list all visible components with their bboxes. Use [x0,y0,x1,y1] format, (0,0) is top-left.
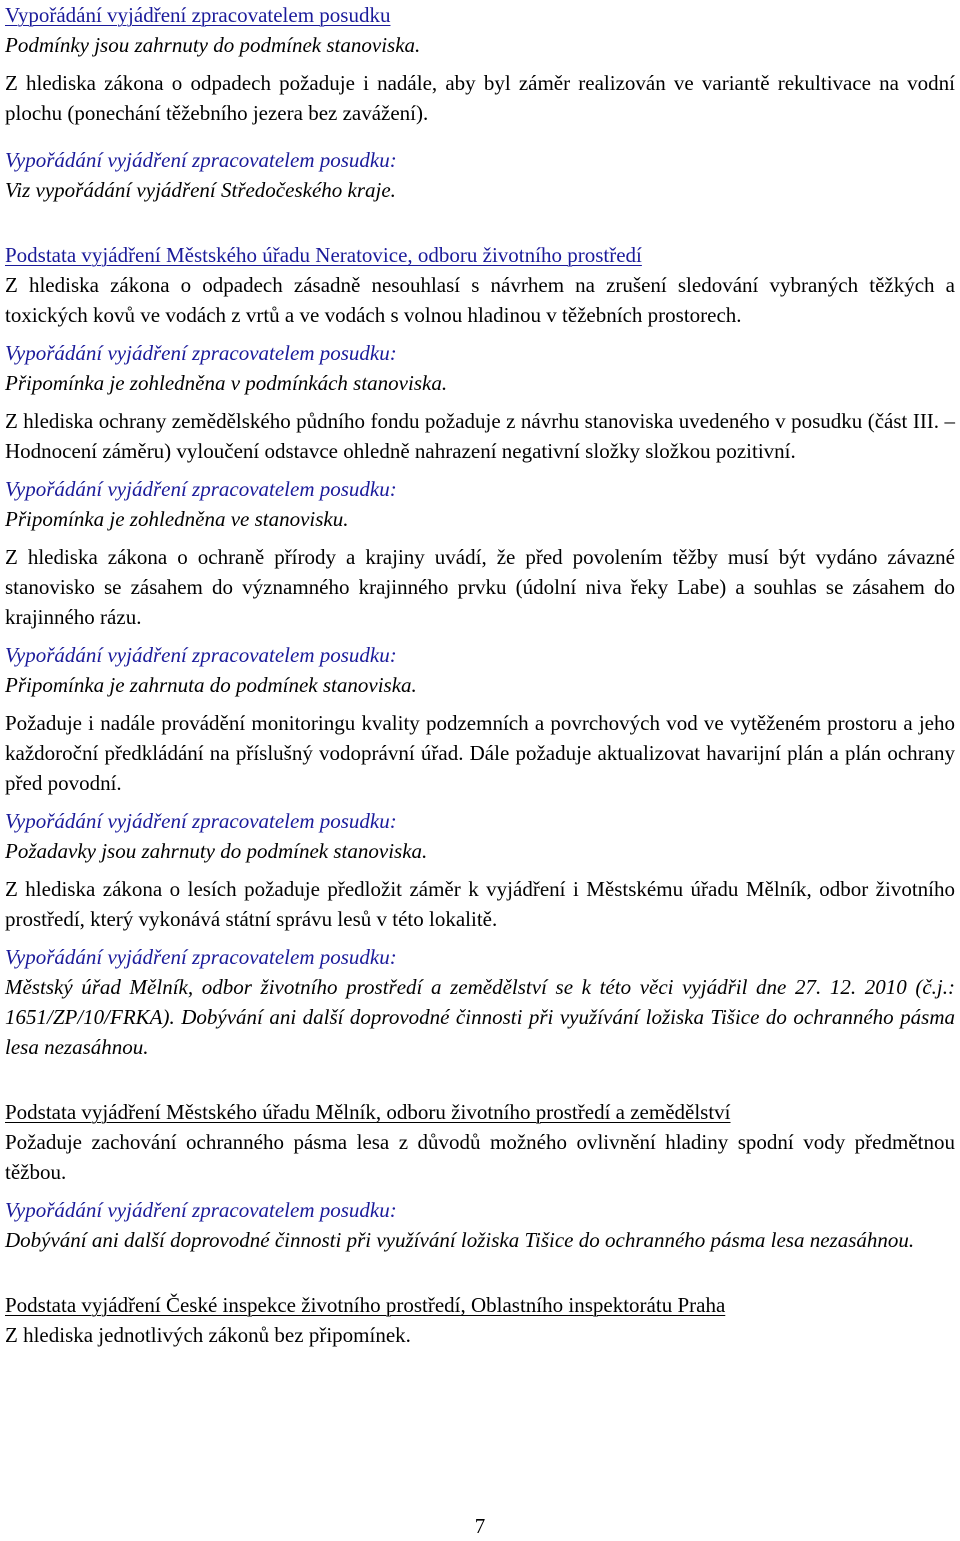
resolution-text: Připomínka je zohledněna ve stanovisku. [5,507,349,531]
resolution-heading: Vypořádání vyjádření zpracovatelem posudku: [5,477,397,501]
section-title: Podstata vyjádření Městského úřadu Neratovice, odboru životního prostředí [5,243,642,267]
resolution-text: Viz vypořádání vyjádření Středočeského kraje. [5,178,396,202]
paragraph: Z hlediska zákona o lesích požaduje předložit záměr k vyjádření i Městskému úřadu Mělník, odbor životního prostředí, který vykonává státní správu lesů v této lokalitě. [5,877,955,931]
paragraph: Požaduje i nadále provádění monitoringu kvality podzemních a povrchových vod ve vytěženém prostoru a jeho každoroční předkládání na příslušný vodoprávní úřad. Dále požaduje aktualizovat havarijní plán a plán ochrany před povodní. [5,711,955,795]
document-page [5,0,955,1350]
resolution-text: Požadavky jsou zahrnuty do podmínek stanoviska. [5,839,428,863]
resolution-text: Připomínka je zahrnuta do podmínek stanoviska. [5,673,417,697]
section-title: Podstata vyjádření Městského úřadu Mělník, odboru životního prostředí a zemědělství [5,1100,731,1124]
resolution-text: Připomínka je zohledněna v podmínkách stanoviska. [5,371,448,395]
resolution-heading: Vypořádání vyjádření zpracovatelem posudku: [5,643,397,667]
resolution-heading: Vypořádání vyjádření zpracovatelem posudku: [5,1198,397,1222]
resolution-text: Podmínky jsou zahrnuty do podmínek stanoviska. [5,33,421,57]
paragraph: Požaduje zachování ochranného pásma lesa z důvodů možného ovlivnění hladiny spodní vody předmětnou těžbou. [5,1130,955,1184]
resolution-heading: Vypořádání vyjádření zpracovatelem posudku: [5,148,397,172]
page-number: 7 [474,1514,486,1538]
paragraph: Z hlediska zákona o odpadech zásadně nesouhlasí s návrhem na zrušení sledování vybraných těžkých a toxických kovů ve vodách z vrtů a ve vodách s volnou hladinou v těžebních prostorech. [5,273,955,327]
resolution-heading: Vypořádání vyjádření zpracovatelem posudku: [5,809,397,833]
resolution-text: Městský úřad Mělník, odbor životního prostředí a zemědělství se k této věci vyjádřil dne 27. 12. 2010 (č.j.: 1651/ZP/10/FRKA). Dobývání ani další doprovodné činnosti při využívání ložiska Tišice do ochranného pásma lesa nezasáhnou. [5,975,955,1059]
paragraph: Z hlediska jednotlivých zákonů bez připomínek. [5,1323,411,1347]
resolution-heading: Vypořádání vyjádření zpracovatelem posudku: [5,945,397,969]
resolution-text: Dobývání ani další doprovodné činnosti při využívání ložiska Tišice do ochranného pásma lesa nezasáhnou. [5,1228,915,1252]
paragraph: Z hlediska zákona o ochraně přírody a krajiny uvádí, že před povolením těžby musí být vydáno závazné stanovisko se zásahem do významného krajinného prvku (údolní niva řeky Labe) a souhlas se zásahem do krajinného rázu. [5,545,955,629]
section-title: Podstata vyjádření České inspekce životního prostředí, Oblastního inspektorátu Praha [5,1293,726,1317]
resolution-heading: Vypořádání vyjádření zpracovatelem posudku: [5,341,397,365]
paragraph: Z hlediska zákona o odpadech požaduje i nadále, aby byl záměr realizován ve variantě rekultivace na vodní plochu (ponechání těžebního jezera bez zavážení). [5,71,955,125]
resolution-heading: Vypořádání vyjádření zpracovatelem posudku [5,3,391,27]
paragraph: Z hlediska ochrany zemědělského půdního fondu požaduje z návrhu stanoviska uvedeného v posudku (část III. – Hodnocení záměru) vyloučení odstavce ohledně nahrazení negativní složky složkou pozitivní. [5,409,955,463]
